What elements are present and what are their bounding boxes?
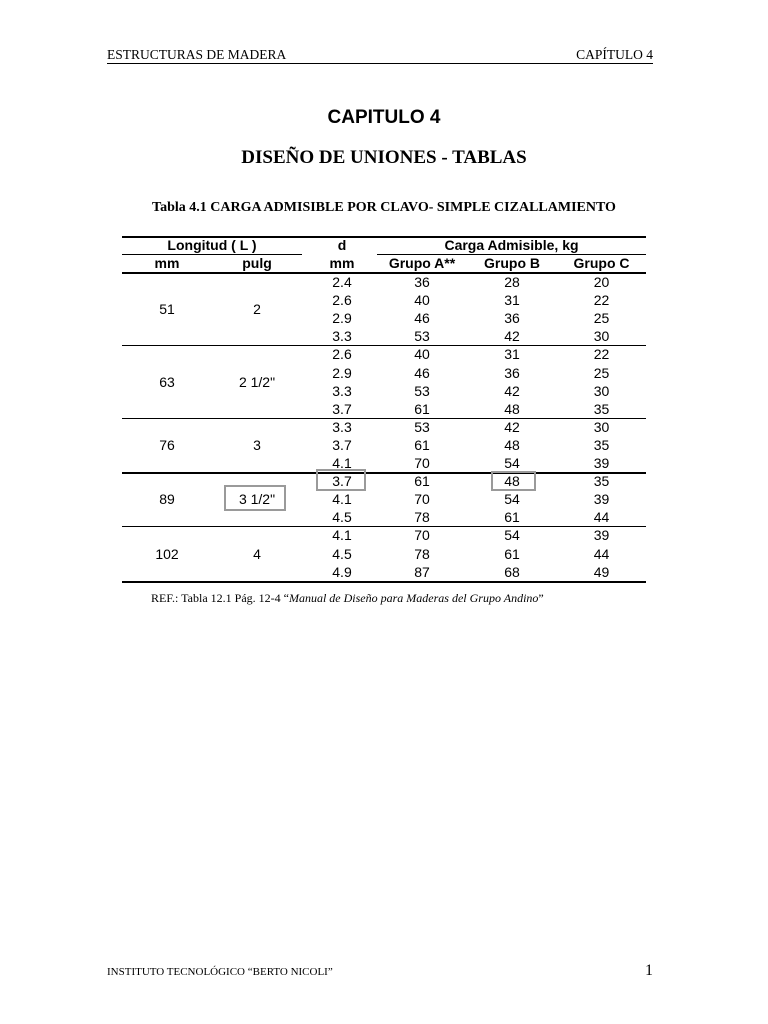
cell-d: 3.3 (332, 328, 352, 345)
load-table (122, 236, 646, 581)
cell-grupo-c: 35 (593, 436, 610, 453)
cell-grupo-a: 61 (414, 400, 430, 417)
cell-grupo-a: 70 (414, 455, 430, 471)
cell-grupo-a: 40 (414, 346, 430, 363)
cell-length-mm: 51 (159, 301, 175, 318)
cell-grupo-a: 70 (414, 491, 430, 508)
highlight-box-pulg (224, 485, 286, 511)
cell-length-pulg: 3 (253, 436, 261, 453)
cell-grupo-a: 40 (414, 292, 430, 309)
page-title: DISEÑO DE UNIONES - TABLAS (241, 147, 527, 168)
cell-grupo-a: 53 (414, 382, 430, 399)
cell-d: 3.3 (332, 418, 352, 435)
cell-length-pulg: 4 (253, 545, 261, 562)
cell-length-mm: 102 (155, 545, 179, 562)
cell-grupo-c: 20 (593, 274, 610, 290)
header-carga: Carga Admisible, kg (444, 237, 579, 253)
cell-grupo-c: 39 (593, 491, 610, 508)
cell-length-mm: 76 (159, 436, 175, 453)
cell-length-mm: 89 (159, 491, 175, 508)
header-right-text: CAPÍTULO 4 (576, 47, 653, 62)
cell-grupo-a: 46 (414, 364, 430, 381)
cell-grupo-b: 31 (504, 292, 520, 309)
subheader-grupo-c: Grupo C (573, 255, 630, 271)
cell-length-mm: 63 (159, 373, 175, 390)
cell-grupo-b: 54 (504, 491, 520, 508)
cell-grupo-c: 35 (593, 400, 610, 417)
subheader-grupo-b: Grupo B (484, 255, 540, 271)
cell-grupo-c: 30 (593, 418, 610, 435)
cell-grupo-c: 44 (593, 545, 610, 562)
cell-grupo-a: 36 (414, 274, 430, 290)
page-number: 1 (645, 962, 653, 979)
cell-grupo-a: 46 (414, 310, 430, 327)
cell-grupo-c: 39 (593, 455, 610, 471)
running-footer (107, 962, 653, 986)
cell-grupo-c: 22 (593, 346, 610, 363)
highlight-box-d (316, 469, 366, 491)
cell-grupo-c: 49 (593, 563, 610, 580)
cell-d: 4.1 (332, 491, 352, 508)
cell-grupo-b: 42 (504, 382, 520, 399)
cell-grupo-a: 78 (414, 509, 430, 526)
cell-grupo-c: 25 (593, 310, 610, 327)
cell-grupo-b: 48 (504, 400, 520, 417)
header-longitud: Longitud ( L ) (167, 237, 257, 253)
cell-d: 4.1 (332, 527, 352, 544)
cell-grupo-b: 36 (504, 310, 520, 327)
reference-suffix: ” (538, 591, 544, 605)
cell-grupo-a: 61 (414, 473, 430, 490)
table-top-rule (122, 236, 646, 238)
cell-grupo-b: 48 (504, 473, 520, 490)
cell-length-pulg: 3 1/2" (238, 491, 276, 508)
chapter-label: CAPITULO 4 (327, 107, 441, 128)
cell-grupo-c: 25 (593, 364, 610, 381)
highlight-box-grupo-b (491, 471, 536, 491)
longitud-rule (122, 254, 302, 255)
cell-grupo-a: 78 (414, 545, 430, 562)
footer-institution: INSTITUTO TECNOLÓGICO “BERTO NICOLI” (107, 966, 333, 978)
cell-grupo-b: 54 (504, 455, 520, 471)
cell-grupo-c: 44 (593, 509, 610, 526)
cell-grupo-b: 28 (504, 274, 520, 290)
cell-d: 2.4 (332, 274, 352, 290)
cell-d: 2.9 (332, 310, 352, 327)
cell-length-pulg: 2 1/2" (238, 373, 276, 390)
subheader-d-mm: mm (329, 255, 355, 271)
carga-rule (377, 254, 646, 255)
cell-grupo-b: 61 (504, 509, 520, 526)
reference-note (151, 591, 544, 606)
cell-grupo-b: 42 (504, 328, 520, 345)
header-d: d (337, 237, 347, 253)
cell-d: 4.5 (332, 509, 352, 526)
cell-grupo-a: 87 (414, 563, 430, 580)
cell-d: 4.1 (332, 455, 352, 471)
cell-d: 3.7 (332, 473, 352, 490)
cell-grupo-b: 54 (504, 527, 520, 544)
cell-d: 2.6 (332, 292, 352, 309)
cell-d: 2.9 (332, 364, 352, 381)
table-bottom-rule (122, 581, 646, 583)
subheader-grupo-a: Grupo A** (388, 255, 456, 271)
cell-grupo-a: 53 (414, 328, 430, 345)
cell-grupo-b: 61 (504, 545, 520, 562)
cell-grupo-b: 31 (504, 346, 520, 363)
cell-grupo-a: 70 (414, 527, 430, 544)
cell-grupo-c: 30 (593, 382, 610, 399)
cell-length-pulg: 2 (253, 301, 261, 318)
table-caption: Tabla 4.1 CARGA ADMISIBLE POR CLAVO- SIMPLE CIZALLAMIENTO (152, 200, 616, 215)
cell-grupo-a: 61 (414, 436, 430, 453)
cell-d: 4.5 (332, 545, 352, 562)
cell-d: 4.9 (332, 563, 352, 580)
running-header (107, 46, 653, 64)
cell-grupo-b: 36 (504, 364, 520, 381)
header-left-text: ESTRUCTURAS DE MADERA (107, 47, 287, 62)
cell-d: 3.7 (332, 436, 352, 453)
cell-grupo-c: 35 (593, 473, 610, 490)
cell-grupo-c: 30 (593, 328, 610, 345)
reference-source: Manual de Diseño para Maderas del Grupo Andino (288, 591, 539, 605)
subheader-pulg: pulg (242, 255, 272, 271)
cell-d: 2.6 (332, 346, 352, 363)
cell-d: 3.7 (332, 400, 352, 417)
subheader-mm: mm (154, 255, 180, 271)
cell-grupo-b: 42 (504, 418, 520, 435)
cell-grupo-a: 53 (414, 418, 430, 435)
reference-prefix: REF.: Tabla 12.1 Pág. 12-4 “ (151, 591, 289, 605)
cell-grupo-c: 22 (593, 292, 610, 309)
cell-grupo-b: 48 (504, 436, 520, 453)
cell-d: 3.3 (332, 382, 352, 399)
cell-grupo-b: 68 (504, 563, 520, 580)
cell-grupo-c: 39 (593, 527, 610, 544)
